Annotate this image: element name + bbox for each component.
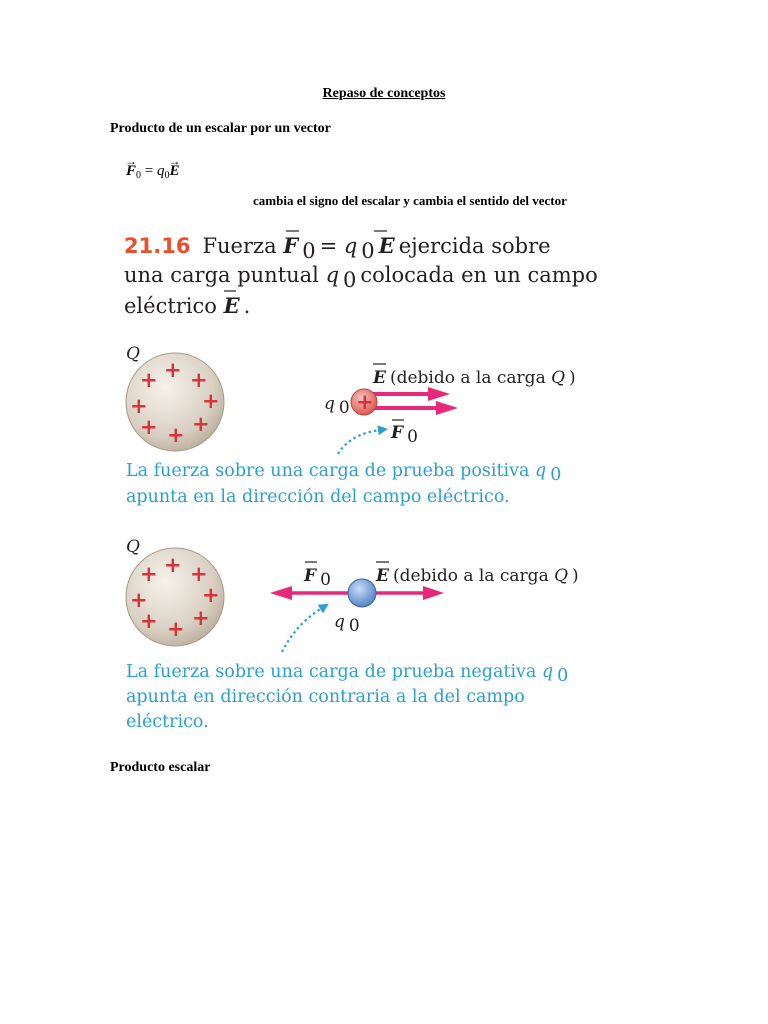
plus-sign-icon: + — [167, 423, 185, 447]
section-heading-dot-product: Producto escalar — [110, 760, 211, 775]
formula-charge-symbol: q — [156, 163, 165, 179]
caption-field-symbol: E — [378, 233, 395, 258]
force-label-top: F 0 — [391, 423, 418, 447]
explanation-bottom-line-3: eléctrico. — [126, 712, 209, 732]
field-label-bottom: E (debido a la carga Q ) — [376, 566, 579, 586]
plus-sign-icon: + — [130, 588, 148, 612]
plus-sign-icon: + — [202, 389, 220, 413]
pointer-arrow-top — [338, 430, 380, 454]
page-title: Repaso de conceptos — [322, 86, 446, 101]
test-charge-label-bottom: q 0 — [334, 612, 360, 636]
formula-force-equals-charge-times-field — [126, 163, 180, 181]
force-arrowhead-icon — [436, 401, 458, 415]
plus-sign-icon: + — [190, 368, 208, 392]
field-label-top: E (debido a la carga Q ) — [373, 368, 576, 388]
plus-sign-icon: + — [140, 562, 158, 586]
plus-sign-icon: + — [164, 358, 182, 382]
formula-force-subscript: 0 — [136, 170, 142, 181]
force-arrowhead-icon — [270, 586, 292, 600]
explanation-top-line-1: La fuerza sobre una carga de prueba positiva q 0 — [126, 461, 562, 485]
figure-caption-line-2: una carga puntual q 0 colocada en un campo — [124, 263, 598, 292]
plus-sign-icon: + — [140, 368, 158, 392]
explanation-bottom-line-1: La fuerza sobre una carga de prueba negativa q 0 — [126, 662, 569, 686]
test-charge-label-top: q 0 — [324, 394, 350, 418]
explanation-top-line-2: apunta en la dirección del campo eléctrico. — [126, 487, 510, 507]
plus-sign-icon: + — [140, 609, 158, 633]
formula-equals: = — [141, 163, 157, 179]
pointer-arrow-bottom — [282, 608, 322, 652]
formula-charge-subscript: 0 — [164, 170, 170, 181]
figure-number: 21.16 — [124, 234, 191, 258]
plus-sign-icon: + — [164, 553, 182, 577]
caption-force-symbol: F — [283, 233, 299, 258]
figure-21-16 — [110, 222, 640, 742]
figure-caption-line-1: 21.16 Fuerza F 0 = q 0 E ejercida sobre — [124, 233, 551, 263]
formula-field-symbol: → E — [169, 163, 179, 180]
field-arrowhead-icon — [423, 586, 444, 600]
section-heading-scalar-times-vector: Producto de un escalar por un vector — [110, 121, 331, 136]
figure-caption-line-3: eléctrico E . — [124, 293, 251, 318]
plus-sign-icon: + — [190, 562, 208, 586]
explanation-bottom-line-2: apunta en dirección contraria a la del campo — [126, 687, 525, 707]
negative-test-charge — [348, 579, 376, 607]
force-label-bottom: F 0 — [304, 566, 331, 590]
source-charge-label-top: Q — [126, 344, 140, 364]
plus-sign-icon: + — [167, 617, 185, 641]
sign-change-note: cambia el signo del escalar y cambia el sentido del vector — [253, 193, 567, 208]
field-arrowhead-icon — [428, 387, 450, 401]
plus-sign-icon: + — [130, 394, 148, 418]
plus-sign-icon: + — [192, 412, 210, 436]
plus-sign-icon: + — [140, 415, 158, 439]
formula-force-symbol: → F — [126, 163, 136, 180]
plus-sign-icon: + — [202, 583, 220, 607]
plus-sign-icon: + — [356, 390, 374, 414]
source-charge-label-bottom: Q — [126, 537, 140, 557]
plus-sign-icon: + — [192, 606, 210, 630]
